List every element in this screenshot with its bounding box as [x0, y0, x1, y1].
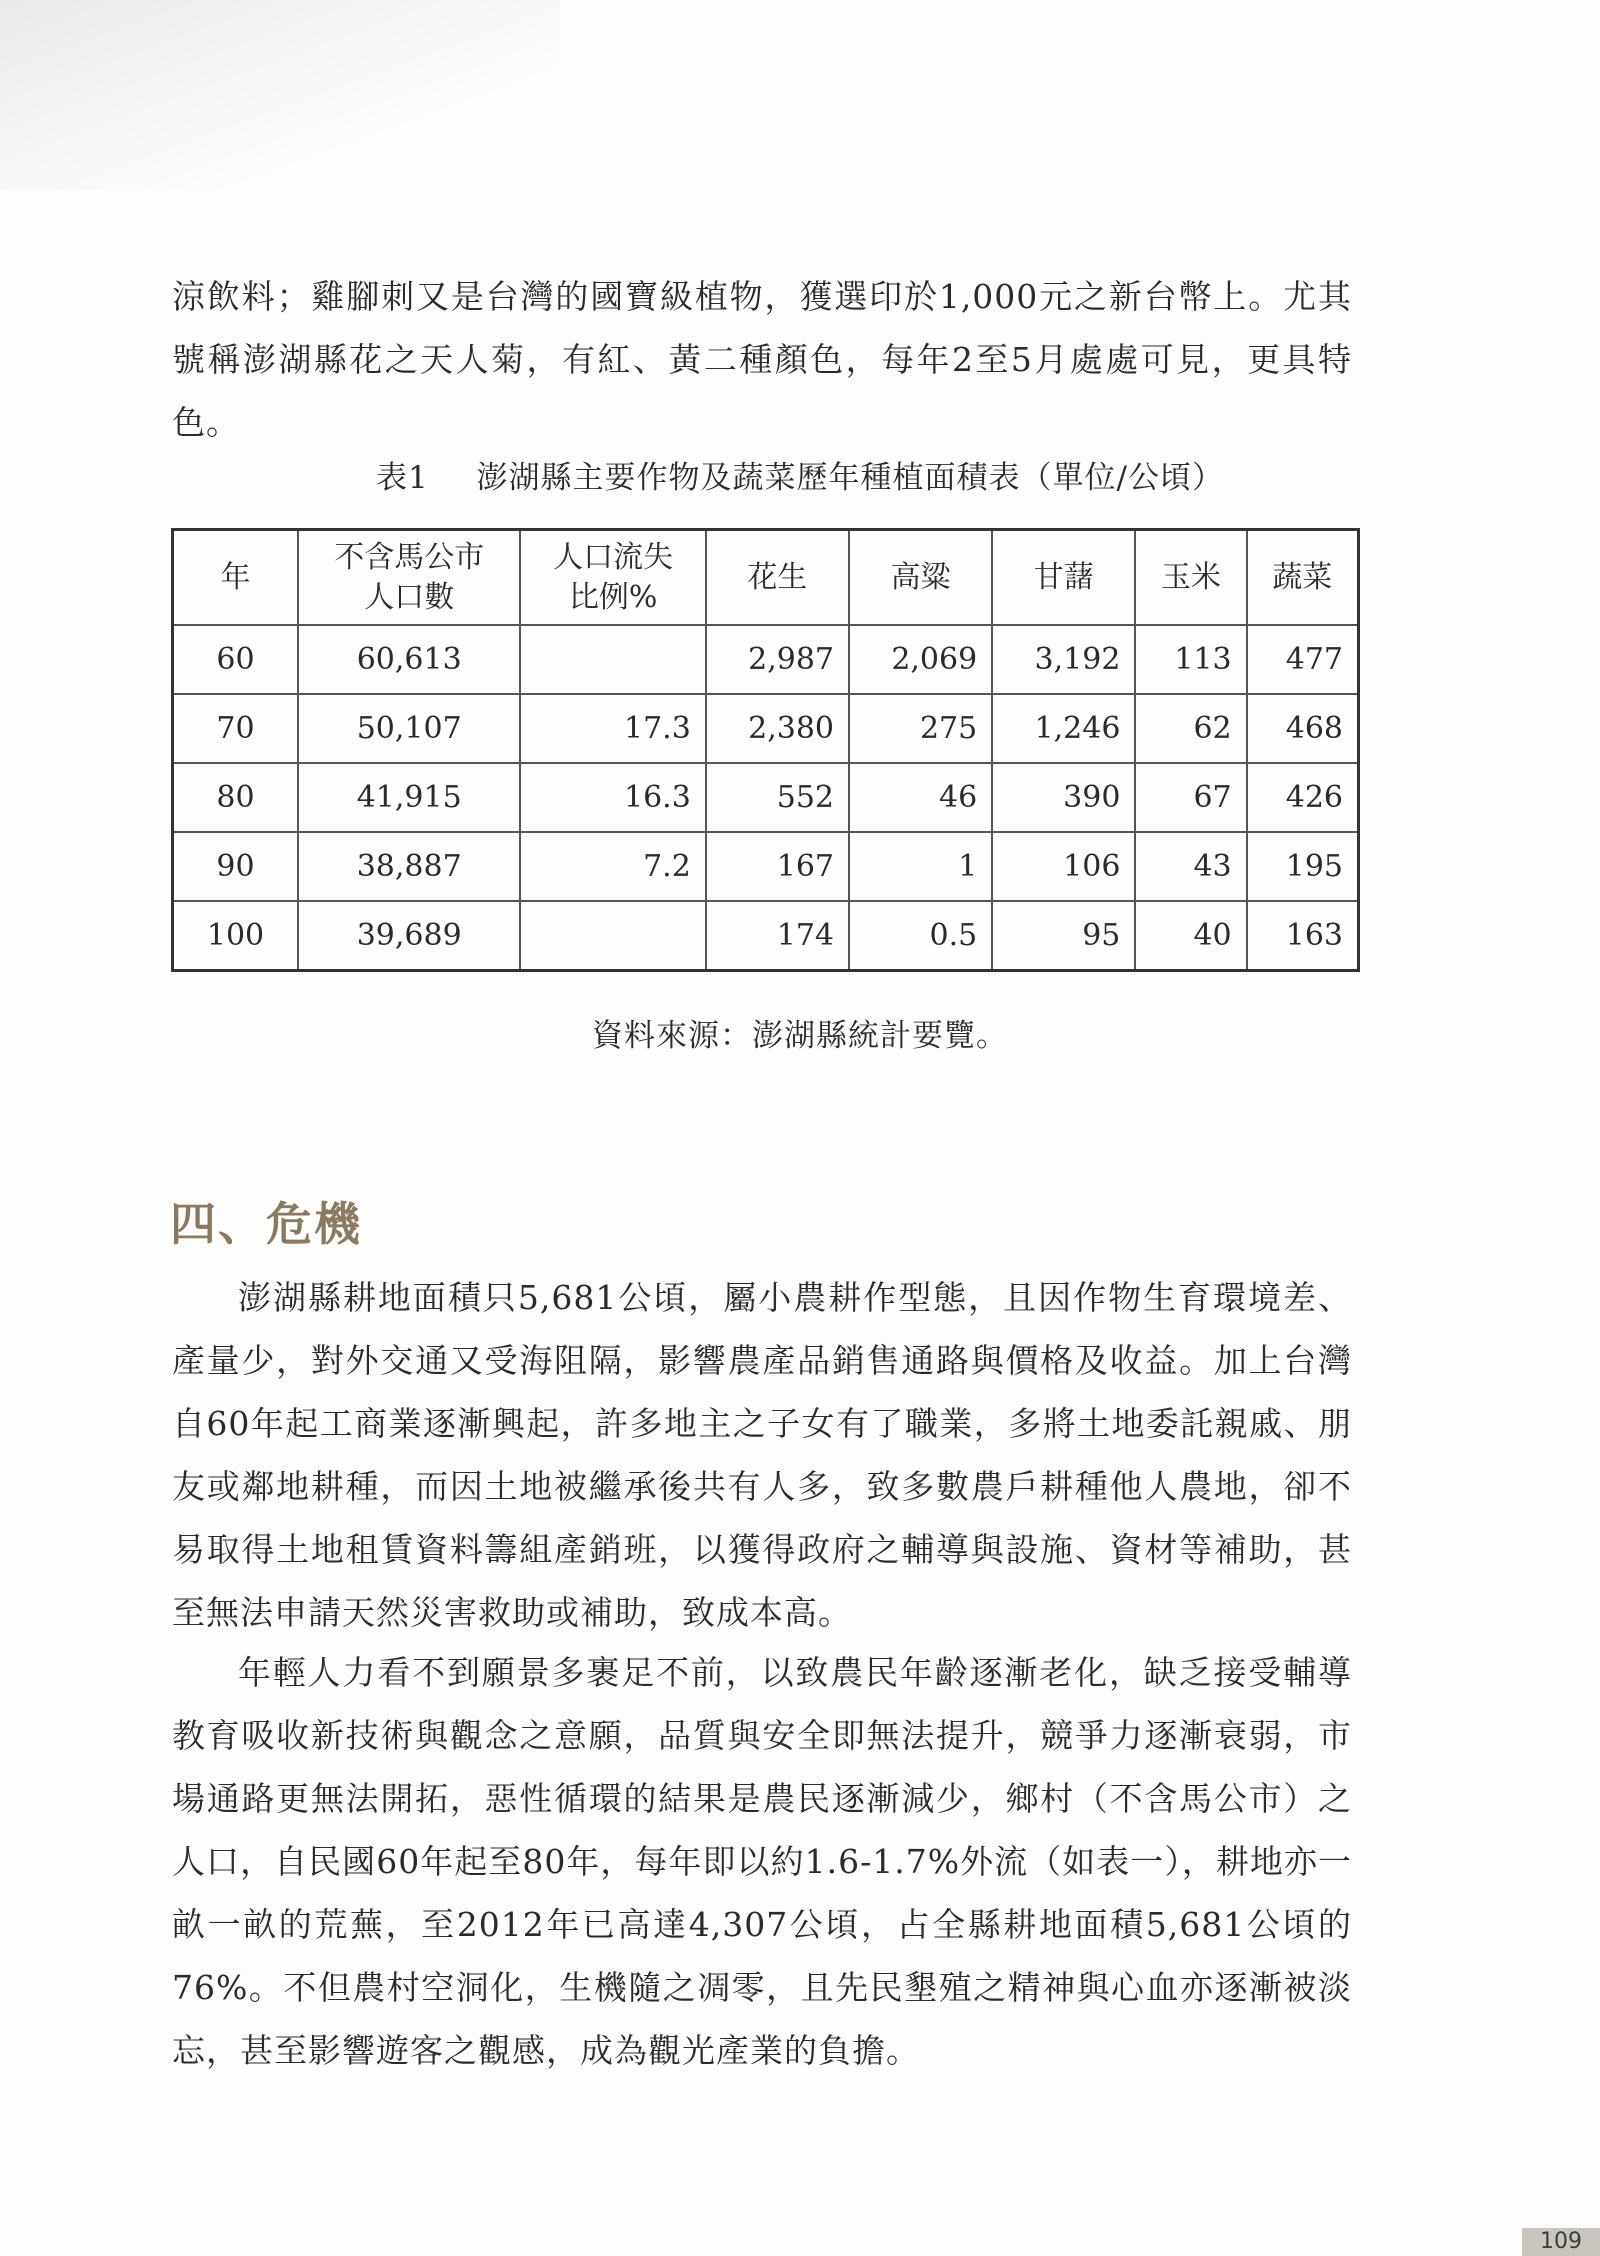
cell-vegetables: 468	[1247, 694, 1359, 763]
cell-loss	[520, 625, 705, 694]
crop-area-table	[171, 528, 1360, 972]
section-heading: 四、危機	[170, 1197, 362, 1251]
cell-population: 60,613	[298, 625, 520, 694]
header-peanut: 花生	[706, 530, 849, 626]
cell-loss: 16.3	[520, 763, 705, 832]
body-paragraph: 年輕人力看不到願景多裹足不前，以致農民年齡逐漸老化，缺乏接受輔導教育吸收新技術與觀念之意願，品質與安全即無法提升，競爭力逐漸衰弱，市場通路更無法開拓，惡性循環的結果是農民逐漸減少，鄉村（不含馬公市）之人口，自民國60年起至80年，每年即以約1.6-1.7%外流（如表一），耕地亦一畝一畝的荒蕪，至2012年已高達4,307公頃，占全縣耕地面積5,681公頃的76%。不但農村空洞化，生機隨之凋零，且先民墾殖之精神與心血亦逐漸被淡忘，甚至影響遊客之觀感，成為觀光產業的負擔。	[172, 1653, 1352, 2070]
scan-shadow	[0, 0, 560, 190]
header-sweet-potato: 甘藷	[992, 530, 1135, 626]
cell-year: 70	[173, 694, 299, 763]
cell-corn: 67	[1135, 763, 1246, 832]
cell-sweet-potato: 1,246	[992, 694, 1135, 763]
page-number: 109	[1522, 2228, 1600, 2256]
table-row	[173, 832, 1359, 901]
cell-vegetables: 163	[1247, 901, 1359, 971]
cell-population: 39,689	[298, 901, 520, 971]
table-source: 資料來源：澎湖縣統計要覽。	[592, 1018, 1008, 1054]
table-row	[173, 763, 1359, 832]
cell-corn: 40	[1135, 901, 1246, 971]
cell-sorghum: 1	[849, 832, 992, 901]
cell-year: 100	[173, 901, 299, 971]
table-row	[173, 694, 1359, 763]
cell-peanut: 174	[706, 901, 849, 971]
table-caption	[0, 452, 1600, 497]
table-row	[173, 625, 1359, 694]
cell-population: 38,887	[298, 832, 520, 901]
header-year: 年	[173, 530, 299, 626]
cell-corn: 113	[1135, 625, 1246, 694]
table-row	[173, 901, 1359, 971]
cell-year: 80	[173, 763, 299, 832]
cell-loss: 7.2	[520, 832, 705, 901]
cell-sorghum: 2,069	[849, 625, 992, 694]
cell-sweet-potato: 95	[992, 901, 1135, 971]
cell-peanut: 2,380	[706, 694, 849, 763]
table-caption-label: 表1	[376, 460, 429, 496]
header-sorghum: 高粱	[849, 530, 992, 626]
header-population: 不含馬公市 人口數	[298, 530, 520, 626]
header-corn: 玉米	[1135, 530, 1246, 626]
cell-vegetables: 195	[1247, 832, 1359, 901]
cell-population: 50,107	[298, 694, 520, 763]
cell-peanut: 167	[706, 832, 849, 901]
table-caption-title: 澎湖縣主要作物及蔬菜歷年種植面積表（單位/公頃）	[476, 460, 1224, 496]
cell-peanut: 552	[706, 763, 849, 832]
cell-vegetables: 426	[1247, 763, 1359, 832]
cell-year: 90	[173, 832, 299, 901]
cell-sorghum: 0.5	[849, 901, 992, 971]
cell-sweet-potato: 390	[992, 763, 1135, 832]
cell-vegetables: 477	[1247, 625, 1359, 694]
cell-corn: 62	[1135, 694, 1246, 763]
header-vegetables: 蔬菜	[1247, 530, 1359, 626]
table-header-row	[173, 530, 1359, 626]
cell-sorghum: 275	[849, 694, 992, 763]
body-paragraph: 澎湖縣耕地面積只5,681公頃，屬小農耕作型態，且因作物生育環境差、產量少，對外交通又受海阻隔，影響農產品銷售通路與價格及收益。加上台灣自60年起工商業逐漸興起，許多地主之子女有了職業，多將土地委託親戚、朋友或鄰地耕種，而因土地被繼承後共有人多，致多數農戶耕種他人農地，卻不易取得土地租賃資料籌組產銷班，以獲得政府之輔導與設施、資材等補助，甚至無法申請天然災害救助或補助，致成本高。	[172, 1278, 1352, 1632]
cell-loss	[520, 901, 705, 971]
cell-peanut: 2,987	[706, 625, 849, 694]
intro-paragraph: 涼飲料；雞腳刺又是台灣的國寶級植物，獲選印於1,000元之新台幣上。尤其號稱澎湖縣花之天人菊，有紅、黃二種顏色，每年2至5月處處可見，更具特色。	[172, 277, 1352, 442]
cell-sweet-potato: 106	[992, 832, 1135, 901]
cell-sweet-potato: 3,192	[992, 625, 1135, 694]
header-population-loss: 人口流失 比例%	[520, 530, 705, 626]
cell-population: 41,915	[298, 763, 520, 832]
cell-loss: 17.3	[520, 694, 705, 763]
cell-corn: 43	[1135, 832, 1246, 901]
cell-sorghum: 46	[849, 763, 992, 832]
cell-year: 60	[173, 625, 299, 694]
